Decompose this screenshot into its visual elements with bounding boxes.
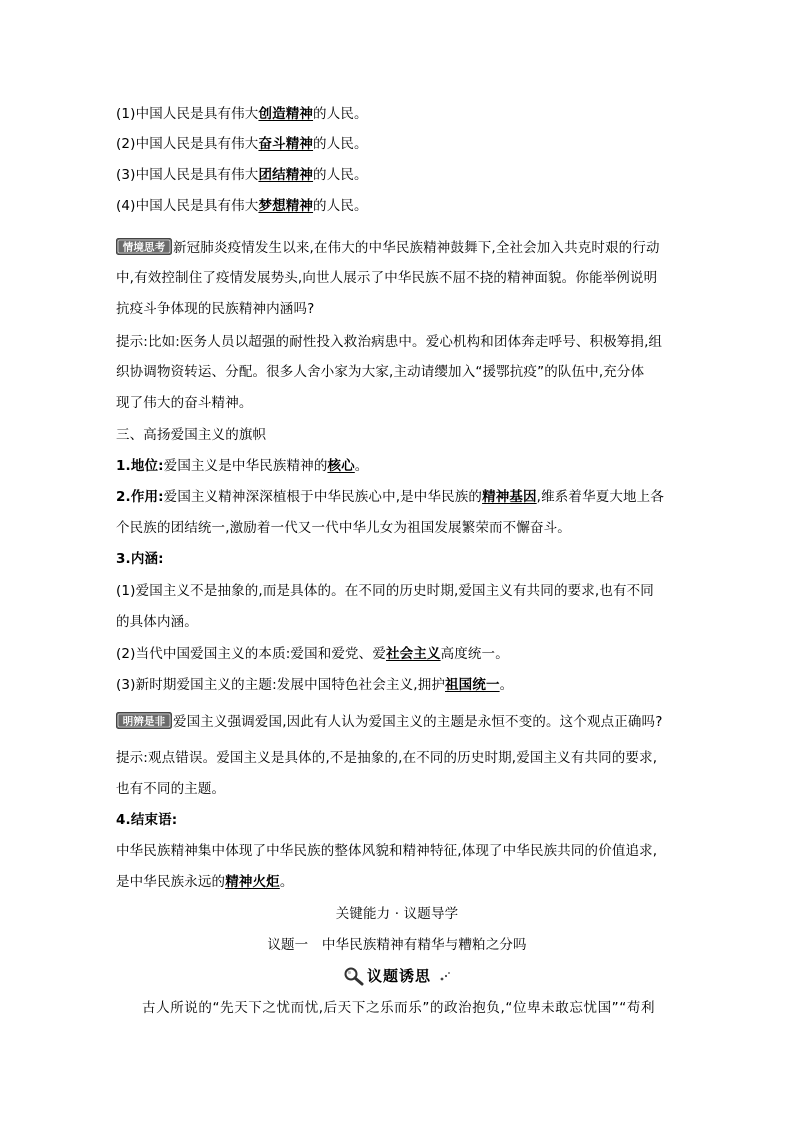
section-heading: 三、高扬爱国主义的旗帜 — [116, 427, 267, 443]
list-item: (4)中国人民是具有伟大梦想精神的人民。 — [116, 198, 368, 214]
situation-hint: 织协调物资转运、分配。很多人舍小家为大家,主动请缨加入“援鄂抗疫”的队伍中,充分体 — [116, 364, 645, 380]
paragraph-label: 3.内涵: — [116, 551, 164, 567]
paragraph: (2)当代中国爱国主义的本质:爱国和爱党、爱社会主义高度统一。 — [116, 646, 509, 662]
list-item: (1)中国人民是具有伟大创造精神的人民。 — [116, 106, 368, 122]
topic-banner — [340, 963, 452, 987]
judge-hint: 提示:观点错误。爱国主义是具体的,不是抽象的,在不同的历史时期,爱国主义有共同的要求, — [116, 750, 658, 766]
key-term: 社会主义 — [385, 646, 441, 662]
judge-question: 明辨是非 爱国主义强调爱国,因此有人认为爱国主义的主题是永恒不变的。这个观点正确吗? — [116, 712, 686, 731]
situation-hint: 现了伟大的奋斗精神。 — [116, 395, 253, 411]
situation-hint: 提示:比如:医务人员以超强的耐性投入救治病患中。爱心机构和团体奔走呼号、积极筹捐,组 — [116, 334, 663, 350]
key-term: 奋斗精神 — [258, 136, 314, 152]
paragraph: 中华民族精神集中体现了中华民族的整体风貌和精神特征,体现了中华民族共同的价值追求, — [116, 843, 658, 859]
paragraph: 2.作用:爱国主义精神深深植根于中华民族心中,是中华民族的精神基因,维系着华夏大地上各 — [116, 489, 664, 505]
situation-tag — [116, 238, 172, 255]
magnifier-icon — [343, 966, 365, 986]
paragraph-label: 4.结束语: — [116, 812, 178, 828]
list-item: (2)中国人民是具有伟大奋斗精神的人民。 — [116, 136, 368, 152]
topic-title: 议题一 中华民族精神有精华与糟粕之分吗 — [267, 937, 527, 953]
judge-hint: 也有不同的主题。 — [116, 781, 226, 797]
paragraph: 是中华民族永远的精神火炬。 — [116, 874, 294, 890]
key-term: 梦想精神 — [258, 198, 314, 214]
list-item: (3)中国人民是具有伟大团结精神的人民。 — [116, 167, 368, 183]
key-term: 核心 — [327, 458, 355, 474]
key-term: 团结精神 — [258, 167, 314, 183]
paragraph: 的具体内涵。 — [116, 614, 198, 630]
paragraph: (3)新时期爱国主义的主题:发展中国特色社会主义,拥护祖国统一。 — [116, 677, 514, 693]
key-term: 精神基因 — [482, 489, 537, 505]
judge-tag — [116, 712, 172, 729]
key-term: 创造精神 — [258, 106, 314, 122]
paragraph: 1.地位:爱国主义是中华民族精神的核心。 — [116, 458, 369, 474]
paragraph: (1)爱国主义不是抽象的,而是具体的。在不同的历史时期,爱国主义有共同的要求,也有不同 — [116, 583, 654, 599]
banner-label: 议题诱思 — [367, 967, 432, 985]
svg-text:情境思考: 情境思考 — [122, 241, 166, 254]
sparkle-icon — [440, 969, 452, 983]
key-term: 祖国统一 — [445, 677, 500, 693]
situation-question: 情境思考 新冠肺炎疫情发生以来,在伟大的中华民族精神鼓舞下,全社会加入共克时艰的行动 — [116, 238, 686, 257]
paragraph: 古人所说的“先天下之忧而忧,后天下之乐而乐”的政治抱负,“位卑未敢忘忧国”“苟利 — [142, 1000, 656, 1016]
situation-line: 抗疫斗争体现的民族精神内涵吗? — [116, 301, 315, 317]
svg-text:明辨是非: 明辨是非 — [122, 715, 166, 728]
key-term: 精神火炬 — [225, 874, 280, 890]
section-title: 关键能力 · 议题导学 — [335, 906, 459, 922]
situation-line: 中,有效控制住了疫情发展势头,向世人展示了中华民族不屈不挠的精神面貌。你能举例说明 — [116, 270, 658, 286]
paragraph: 个民族的团结统一,激励着一代又一代中华儿女为祖国发展繁荣而不懈奋斗。 — [116, 520, 571, 536]
